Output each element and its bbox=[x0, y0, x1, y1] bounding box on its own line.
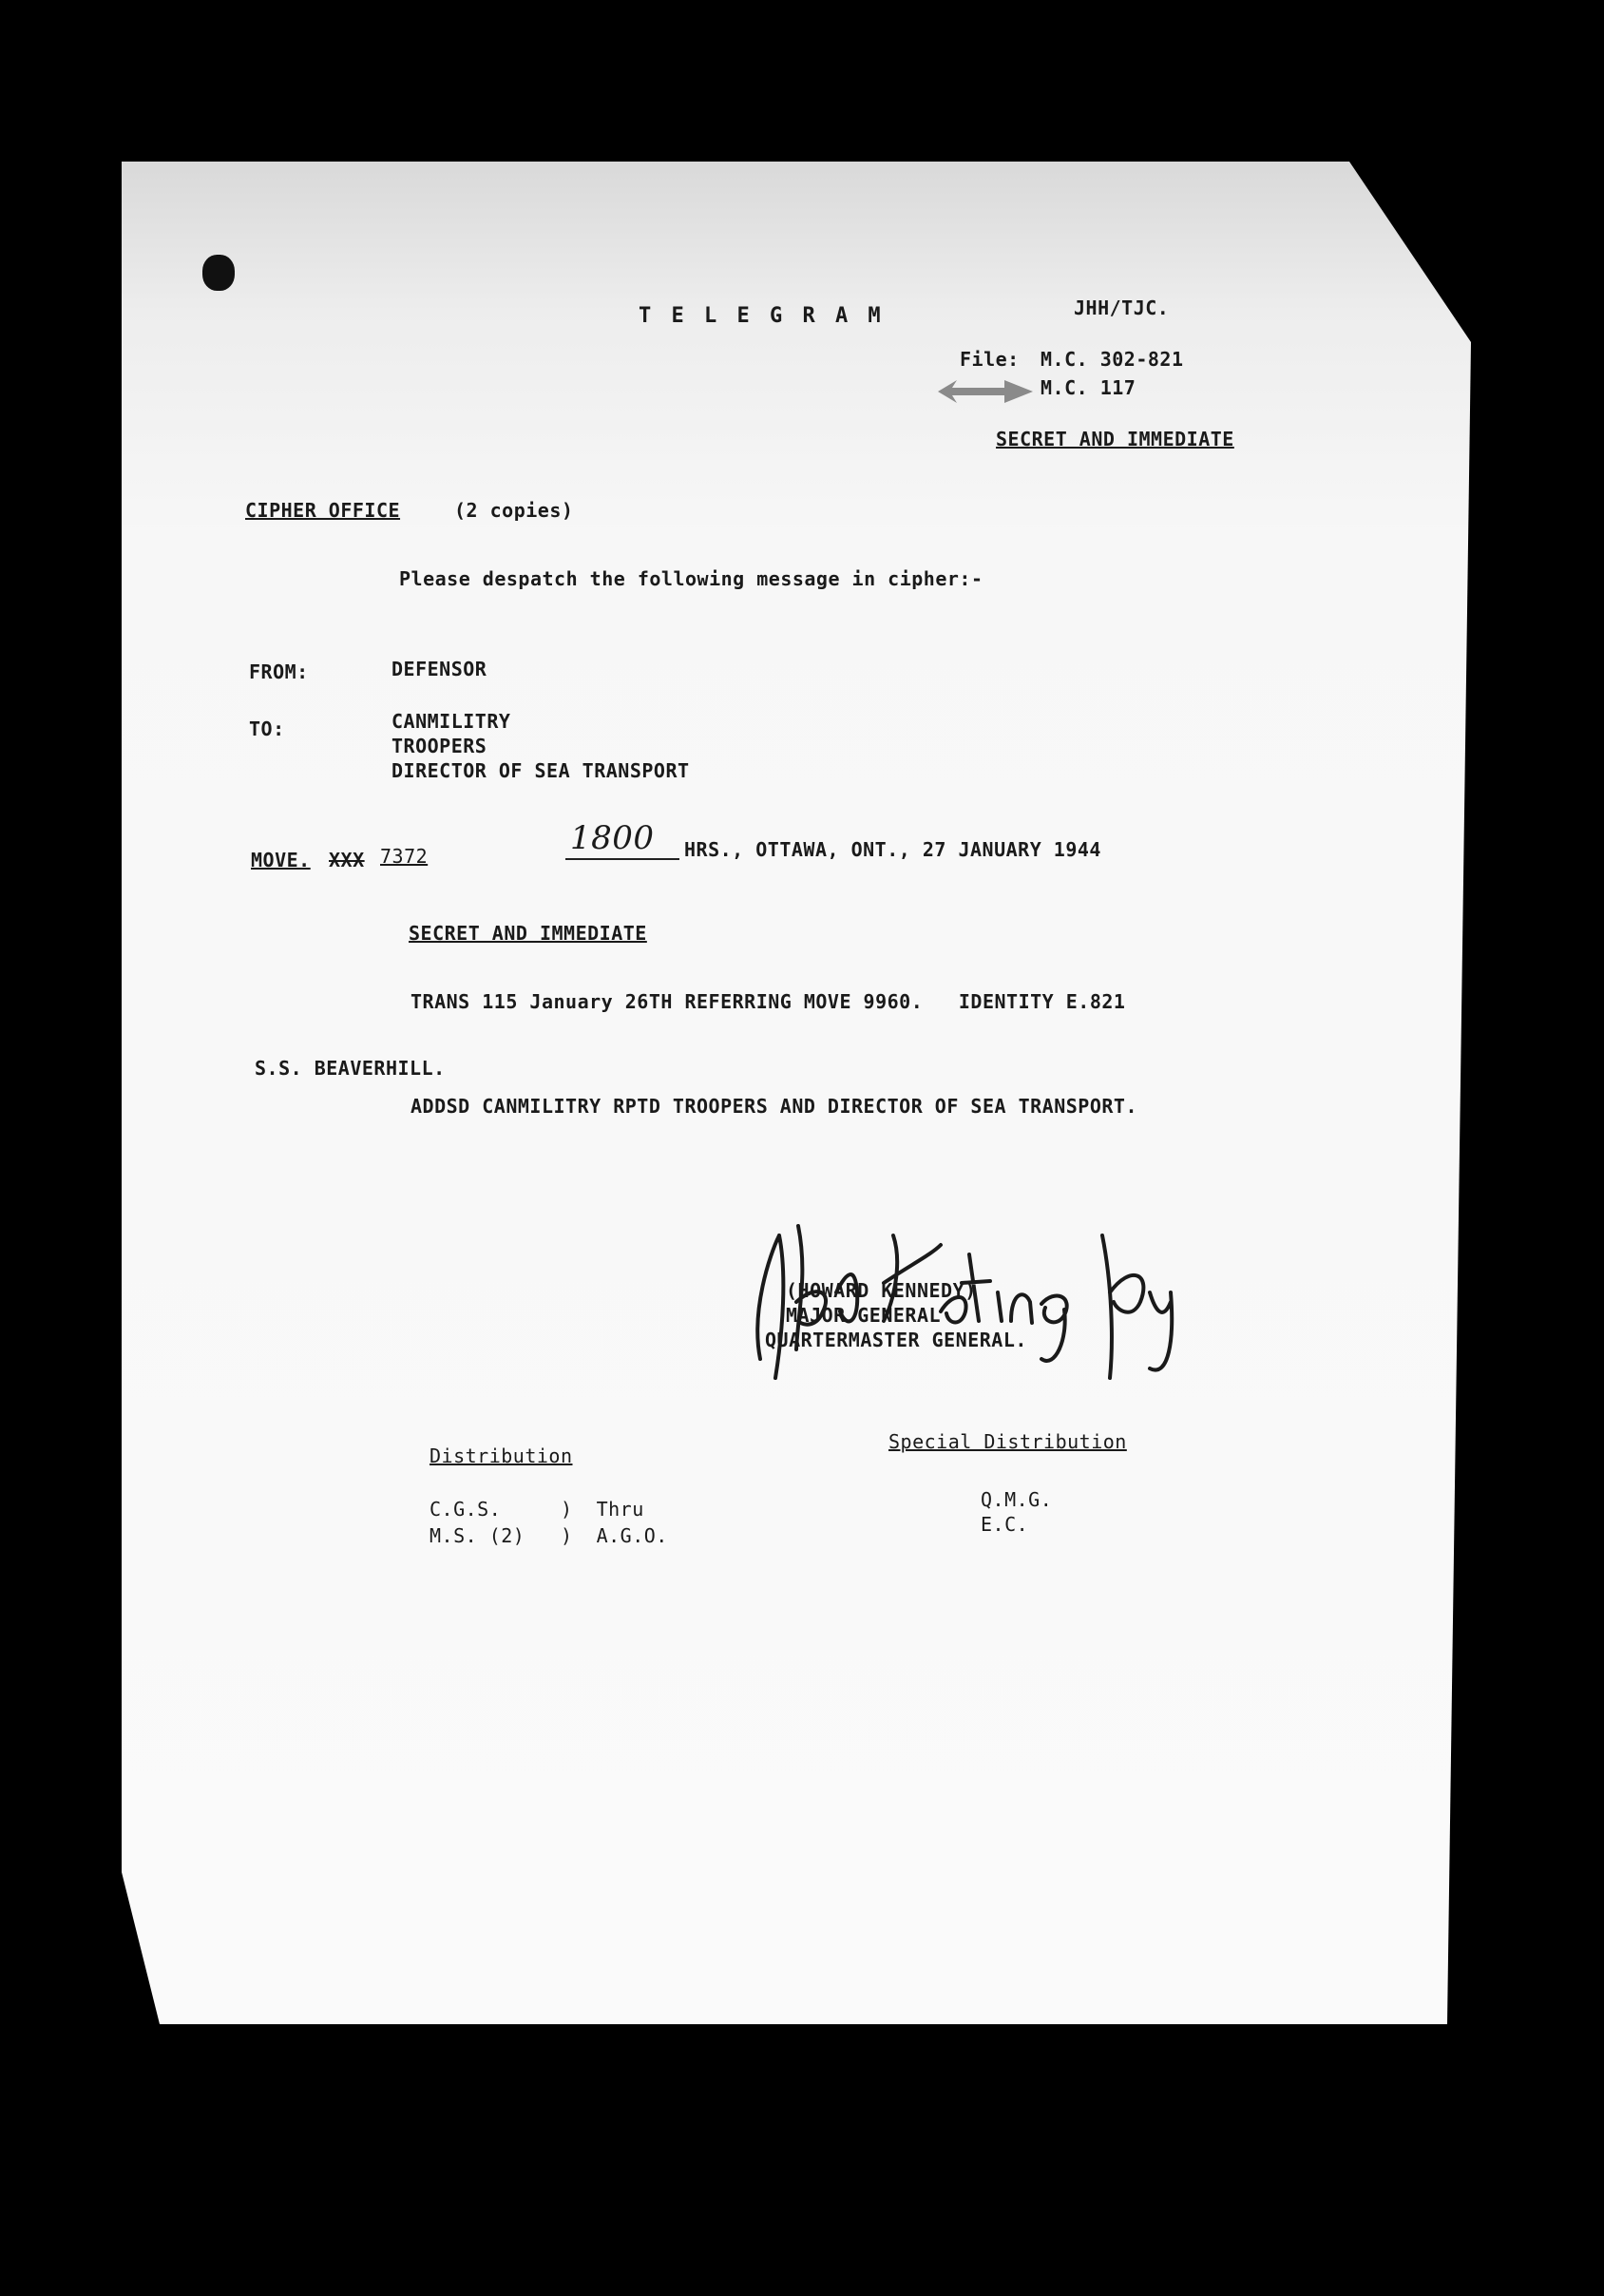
distribution-line: C.G.S. ) Thru bbox=[430, 1498, 644, 1521]
distribution-heading: Distribution bbox=[430, 1445, 573, 1467]
message-line-2: S.S. BEAVERHILL. bbox=[255, 1057, 446, 1080]
time-underline bbox=[565, 858, 679, 860]
distribution-line: M.S. (2) ) A.G.O. bbox=[430, 1524, 668, 1547]
file-number-1: M.C. 302-821 bbox=[1041, 348, 1184, 371]
move-struck-text: XXX bbox=[329, 849, 365, 871]
file-label: File: bbox=[960, 348, 1020, 371]
to-line: TROOPERS bbox=[391, 735, 487, 757]
instruction-text: Please despatch the following message in cipher:- bbox=[399, 567, 983, 590]
signatory-name: (HOWARD KENNEDY) bbox=[786, 1279, 977, 1302]
move-label: MOVE. bbox=[251, 849, 311, 871]
signatory-rank: MAJOR GENERAL bbox=[786, 1304, 942, 1327]
special-distribution-line: E.C. bbox=[981, 1513, 1029, 1536]
telegram-sheet bbox=[122, 162, 1471, 2024]
body-classification: SECRET AND IMMEDIATE bbox=[409, 922, 647, 945]
message-line-1: TRANS 115 January 26TH REFERRING MOVE 9960. IDENTITY E.821 bbox=[411, 990, 1126, 1013]
cipher-office-copies: (2 copies) bbox=[454, 499, 574, 522]
reference-initials: JHH/TJC. bbox=[1074, 297, 1170, 319]
to-line: DIRECTOR OF SEA TRANSPORT bbox=[391, 759, 690, 782]
from-value: DEFENSOR bbox=[391, 658, 487, 680]
cipher-office-label: CIPHER OFFICE bbox=[245, 499, 401, 522]
telegram-title: T E L E G R A M bbox=[639, 304, 885, 328]
message-line-3: ADDSD CANMILITRY RPTD TROOPERS AND DIRECTOR OF SEA TRANSPORT. bbox=[411, 1095, 1138, 1118]
signatory-title: QUARTERMASTER GENERAL. bbox=[765, 1329, 1027, 1351]
special-distribution-heading: Special Distribution bbox=[888, 1430, 1127, 1453]
to-line: CANMILITRY bbox=[391, 710, 511, 733]
punch-hole bbox=[202, 255, 235, 291]
move-time-location-date: HRS., OTTAWA, ONT., 27 JANUARY 1944 bbox=[684, 838, 1101, 861]
file-number-2: M.C. 117 bbox=[1041, 376, 1136, 399]
from-label: FROM: bbox=[249, 660, 309, 683]
special-distribution-line: Q.M.G. bbox=[981, 1488, 1053, 1511]
header-classification: SECRET AND IMMEDIATE bbox=[996, 428, 1234, 450]
to-label: TO: bbox=[249, 718, 285, 740]
handwritten-time: 1800 bbox=[570, 819, 655, 857]
move-number: 7372 bbox=[380, 845, 429, 868]
arrow-stamp-icon bbox=[933, 373, 1038, 411]
